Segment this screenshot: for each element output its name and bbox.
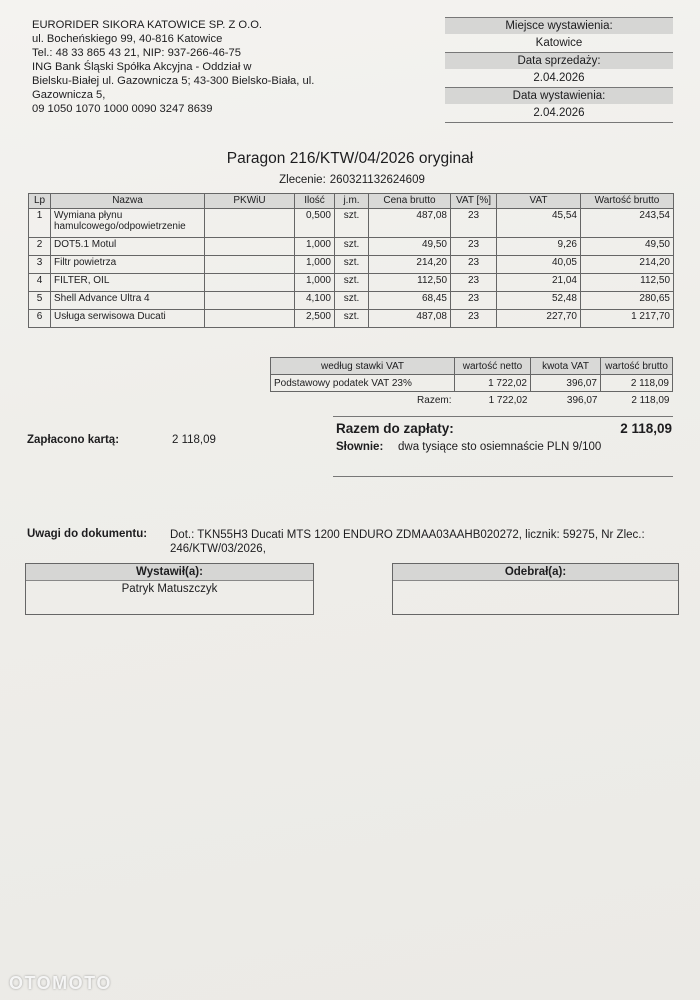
received-by-box [392,563,679,615]
cell-lp: 5 [29,292,51,310]
order-number [0,174,700,186]
cell-gross-price: 112,50 [369,274,451,292]
seller-bank-address-cont: Gazownicza 5, [32,89,106,101]
cell-unit: szt. [335,310,369,328]
vat-sum-label: Razem: [417,394,452,406]
cell-pkwiu [205,256,295,274]
cell-vat-rate: 23 [451,238,497,256]
amount-in-words-value: dwa tysiące sto osiemnaście PLN 9/100 [398,441,602,453]
items-table [28,193,674,328]
cell-gross-price: 487,08 [369,209,451,238]
vat-col-gross: wartość brutto [601,358,673,375]
vat-amount-value: 396,07 [531,375,601,392]
total-value: 2 118,09 [620,421,672,436]
seller-info [32,18,314,116]
cell-gross-value: 49,50 [581,238,674,256]
cell-unit: szt. [335,274,369,292]
issued-by-label: Wystawił(a): [26,564,313,581]
seller-account-number: 09 1050 1070 1000 0090 3247 8639 [32,103,213,115]
cell-vat-rate: 23 [451,292,497,310]
cell-gross-value: 243,54 [581,209,674,238]
meta-divider [445,122,673,123]
col-vat-rate: VAT [%] [451,194,497,209]
cell-vat-rate: 23 [451,256,497,274]
cell-vat: 21,04 [497,274,581,292]
cell-gross-price: 68,45 [369,292,451,310]
vat-summary-table [270,357,673,408]
cell-vat: 45,54 [497,209,581,238]
sale-date-label: Data sprzedaży: [445,52,673,69]
table-row [29,238,674,256]
cell-pkwiu [205,238,295,256]
place-value: Katowice [535,37,583,49]
cell-pkwiu [205,310,295,328]
cell-vat: 40,05 [497,256,581,274]
place-label: Miejsce wystawienia: [445,17,673,34]
cell-vat-rate: 23 [451,209,497,238]
vat-col-net: wartość netto [455,358,531,375]
issued-by-name: Patryk Matuszczyk [121,583,218,595]
watermark-logo: OTOMOTO [9,973,112,993]
order-value: 260321132624609 [329,174,425,186]
vat-gross-value: 2 118,09 [601,375,673,392]
cell-quantity: 1,000 [295,274,335,292]
cell-quantity: 1,000 [295,238,335,256]
issue-date-value: 2.04.2026 [533,107,585,119]
document-title: Paragon 216/KTW/04/2026 oryginał [226,150,474,167]
cell-pkwiu [205,292,295,310]
vat-sum-gross: 2 118,09 [631,394,670,406]
sale-date-value: 2.04.2026 [533,72,585,84]
cell-name: Usługa serwisowa Ducati [51,310,205,328]
vat-sum-net: 1 722,02 [488,394,528,406]
cell-vat-rate: 23 [451,310,497,328]
cell-name: FILTER, OIL [51,274,205,292]
cell-gross-value: 214,20 [581,256,674,274]
vat-sum-row [271,392,673,409]
cell-name: Shell Advance Ultra 4 [51,292,205,310]
cell-name: Filtr powietrza [51,256,205,274]
cell-vat-rate: 23 [451,274,497,292]
cell-gross-price: 487,08 [369,310,451,328]
vat-rate-name: Podstawowy podatek VAT 23% [271,375,455,392]
cell-quantity: 2,500 [295,310,335,328]
seller-name: EURORIDER SIKORA KATOWICE SP. Z O.O. [32,19,263,31]
vat-net-value: 1 722,02 [455,375,531,392]
table-row [29,310,674,328]
cell-lp: 2 [29,238,51,256]
table-row [29,256,674,274]
col-unit: j.m. [335,194,369,209]
order-label: Zlecenie: [279,174,326,186]
cell-gross-value: 1 217,70 [581,310,674,328]
cell-vat: 227,70 [497,310,581,328]
cell-unit: szt. [335,256,369,274]
col-lp: Lp [29,194,51,209]
seller-bank: ING Bank Śląski Spółka Akcyjna - Oddział w [32,61,252,73]
amount-in-words-label: Słownie: [336,441,384,453]
cell-lp: 4 [29,274,51,292]
vat-col-amount: kwota VAT [531,358,601,375]
cell-quantity: 0,500 [295,209,335,238]
vat-sum-amount: 396,07 [566,394,598,406]
document-meta [445,17,673,123]
col-gross-price: Cena brutto [369,194,451,209]
issued-by-box [25,563,314,615]
col-quantity: Ilość [295,194,335,209]
total-label: Razem do zapłaty: [336,421,454,436]
table-row [29,292,674,310]
cell-quantity: 1,000 [295,256,335,274]
cell-unit: szt. [335,209,369,238]
col-vat: VAT [497,194,581,209]
items-header-row [29,194,674,209]
cell-gross-value: 112,50 [581,274,674,292]
cell-vat: 9,26 [497,238,581,256]
cell-vat: 52,48 [497,292,581,310]
cell-quantity: 4,100 [295,292,335,310]
cell-gross-value: 280,65 [581,292,674,310]
seller-bank-address: Bielsku-Białej ul. Gazownicza 5; 43-300 Bielsko-Biała, ul. [32,75,315,87]
cell-name: DOT5.1 Motul [51,238,205,256]
notes-label: Uwagi do dokumentu: [27,528,148,540]
cell-gross-price: 214,20 [369,256,451,274]
table-row [29,274,674,292]
paid-by-card-label: Zapłacono kartą: [27,434,120,446]
cell-pkwiu [205,209,295,238]
paid-by-card-value: 2 118,09 [172,434,216,446]
cell-lp: 1 [29,209,51,238]
cell-lp: 3 [29,256,51,274]
issue-date-label: Data wystawienia: [445,87,673,104]
col-pkwiu: PKWiU [205,194,295,209]
received-by-label: Odebrał(a): [393,564,678,581]
seller-address: ul. Bocheńskiego 99, 40-816 Katowice [32,33,223,45]
cell-lp: 6 [29,310,51,328]
notes-value: Dot.: TKN55H3 Ducati MTS 1200 ENDURO ZDMAA03AAHB020272, licznik: 59275, Nr Zlec.: 246/KTW/03/2026, [170,529,645,555]
cell-unit: szt. [335,238,369,256]
col-gross-value: Wartość brutto [581,194,674,209]
total-divider [333,416,673,417]
cell-gross-price: 49,50 [369,238,451,256]
table-row [29,209,674,238]
cell-unit: szt. [335,292,369,310]
cell-pkwiu [205,274,295,292]
cell-name: Wymiana płynu hamulcowego/odpowietrzenie [51,209,205,238]
vat-header-row [271,358,673,375]
seller-phone-nip: Tel.: 48 33 865 43 21, NIP: 937-266-46-75 [32,47,241,59]
vat-col-rate: według stawki VAT [271,358,455,375]
vat-row [271,375,673,392]
words-underline [333,476,673,477]
col-name: Nazwa [51,194,205,209]
